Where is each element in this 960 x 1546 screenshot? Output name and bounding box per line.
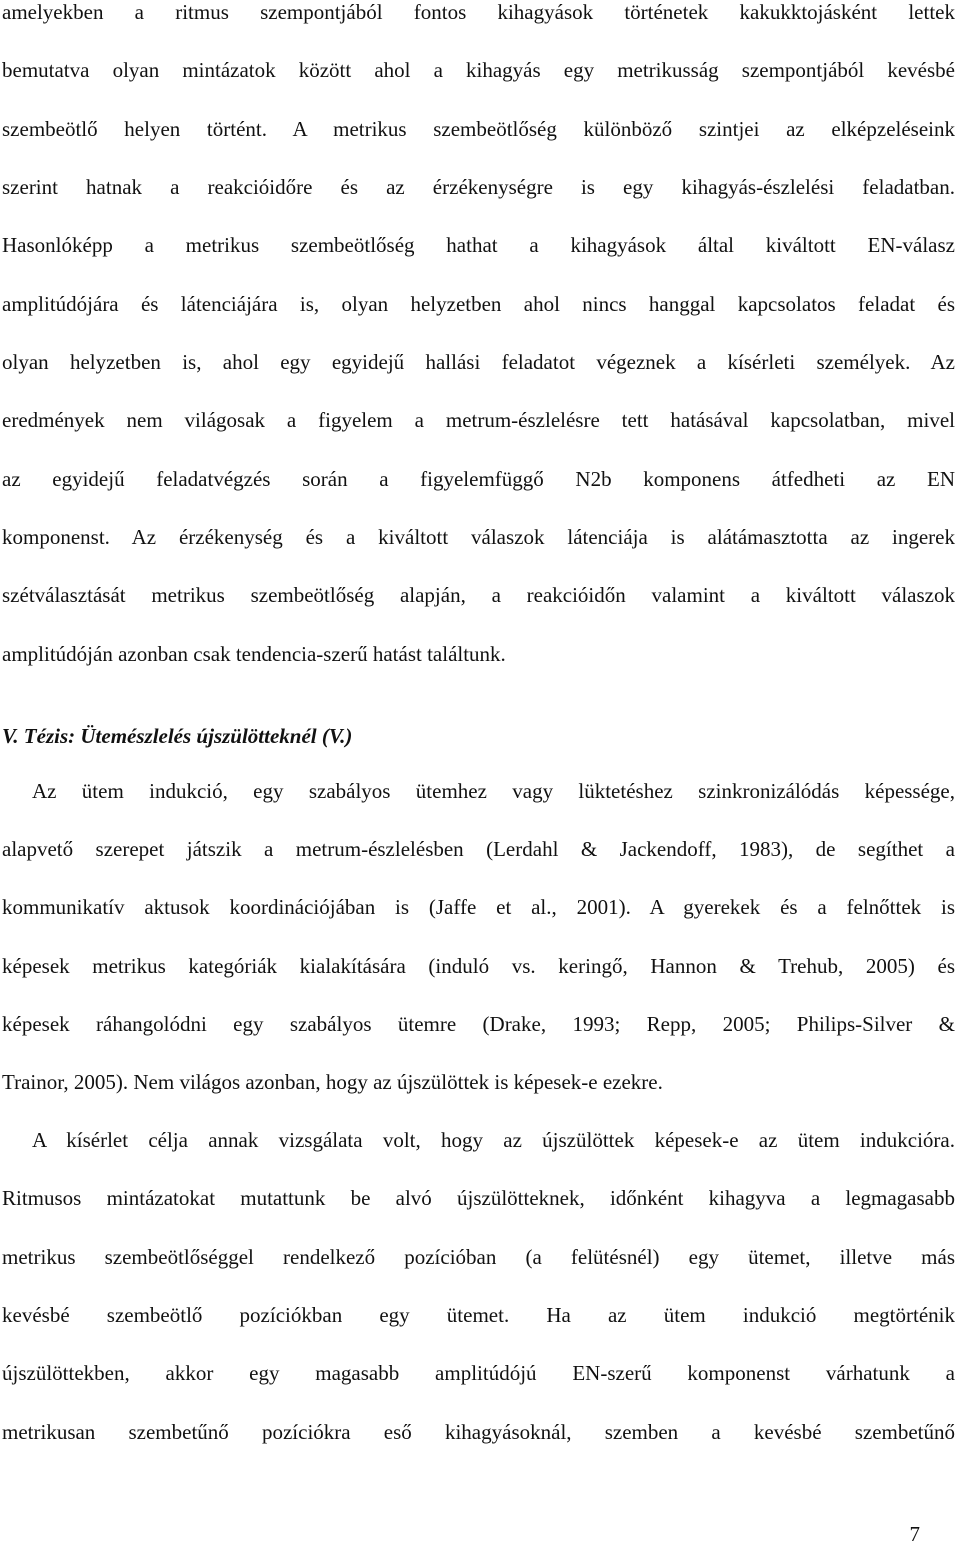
text-line: eredmények nem világosak a figyelem a metrum-észlelésre tett hatásával kapcsolatban, mivel [2,408,955,432]
page-number: 7 [909,1522,920,1546]
text-line: Trainor, 2005). Nem világos azonban, hogy az újszülöttek is képesek-e ezekre. [2,1070,663,1094]
text-line: alapvető szerepet játszik a metrum-észlelésben (Lerdahl & Jackendoff, 1983), de segíthet a [2,837,955,861]
text-line: amplitúdóján azonban csak tendencia-szerű hatást találtunk. [2,642,506,666]
text-line: szétválasztását metrikus szembeötlőség alapján, a reakcióidőn valamint a kiváltott válaszok [2,583,955,607]
text-line: Ritmusos mintázatokat mutattunk be alvó újszülötteknek, időnként kihagyva a legmagasabb [2,1186,955,1210]
text-line: képesek ráhangolódni egy szabályos ütemre (Drake, 1993; Repp, 2005; Philips-Silver & [2,1012,955,1036]
text-line: komponenst. Az érzékenység és a kiváltott válaszok látenciája is alátámasztotta az ingerek [2,525,955,549]
section-heading: V. Tézis: Ütemészlelés újszülötteknél (V.) [2,724,353,748]
text-line: amplitúdójára és látenciájára is, olyan helyzetben ahol nincs hanggal kapcsolatos feladat és [2,292,955,316]
text-line: Hasonlóképp a metrikus szembeötlőség hathat a kihagyások által kiváltott EN-válasz [2,233,955,257]
text-line: metrikus szembeötlőséggel rendelkező pozícióban (a felütésnél) egy ütemet, illetve más [2,1245,955,1269]
text-line: szembeötlő helyen történt. A metrikus szembeötlőség különböző szintjei az elképzeléseink [2,117,955,141]
text-line: Az ütem indukció, egy szabályos ütemhez vagy lüktetéshez szinkronizálódás képessége, [32,779,955,803]
text-line: az egyidejű feladatvégzés során a figyelemfüggő N2b komponens átfedheti az EN [2,467,955,491]
text-line: kommunikatív aktusok koordinációjában is (Jaffe et al., 2001). A gyerekek és a felnőttek is [2,895,955,919]
text-line: olyan helyzetben is, ahol egy egyidejű hallási feladatot végeznek a kísérleti személyek. Az [2,350,955,374]
text-line: amelyekben a ritmus szempontjából fontos kihagyások történetek kakukktojásként lettek [2,0,955,24]
text-line: kevésbé szembeötlő pozíciókban egy ütemet. Ha az ütem indukció megtörténik [2,1303,955,1327]
text-line: bemutatva olyan mintázatok között ahol a kihagyás egy metrikusság szempontjából kevésbé [2,58,955,82]
text-line: szerint hatnak a reakcióidőre és az érzékenységre is egy kihagyás-észlelési feladatban. [2,175,955,199]
text-line: metrikusan szembetűnő pozíciókra eső kihagyásoknál, szemben a kevésbé szembetűnő [2,1420,955,1444]
text-line: újszülöttekben, akkor egy magasabb amplitúdójú EN-szerű komponenst várhatunk a [2,1361,955,1385]
text-line: A kísérlet célja annak vizsgálata volt, hogy az újszülöttek képesek-e az ütem indukcióra. [32,1128,955,1152]
text-line: képesek metrikus kategóriák kialakítására (induló vs. keringő, Hannon & Trehub, 2005) és [2,954,955,978]
